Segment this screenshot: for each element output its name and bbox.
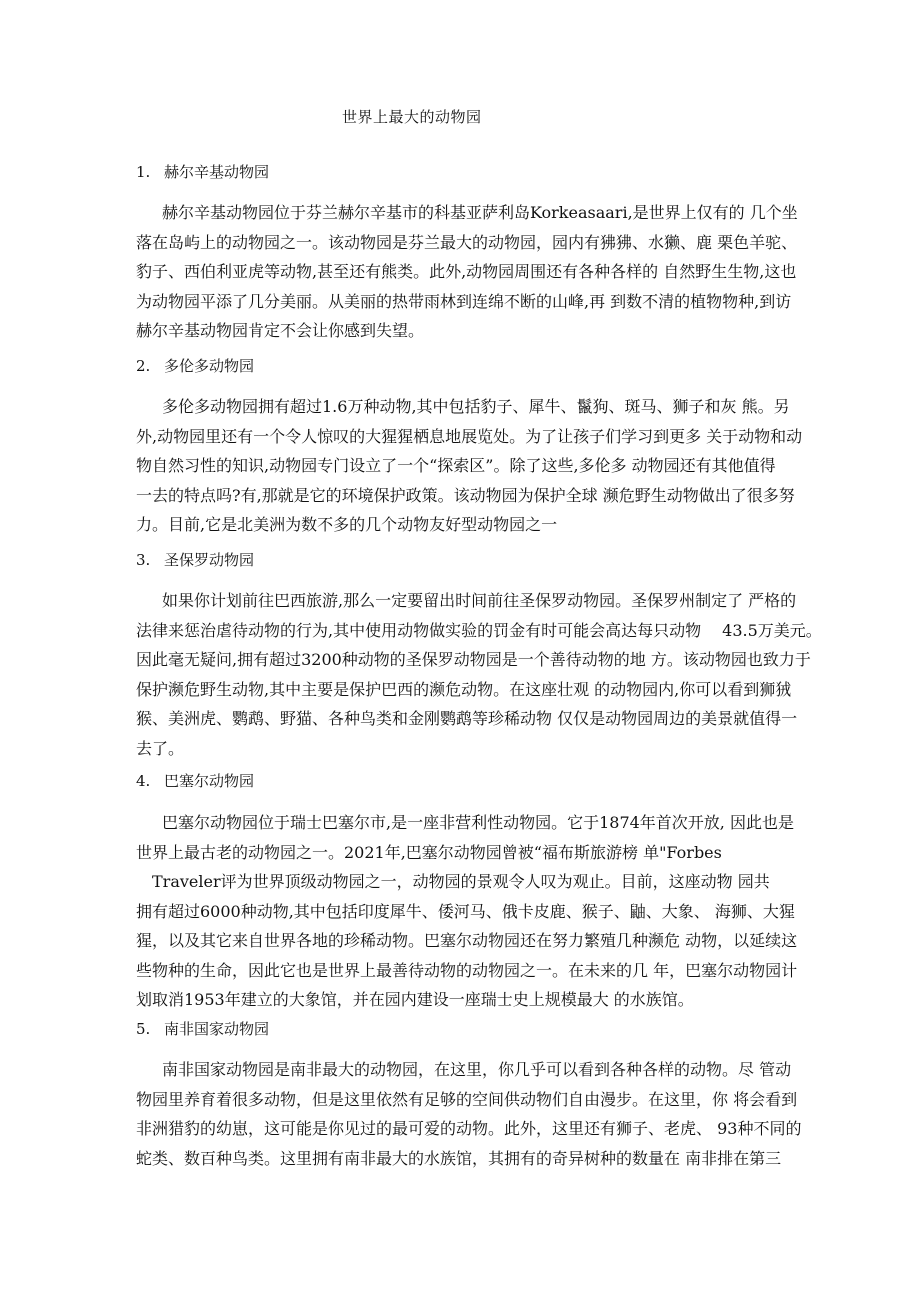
body-line: 些物种的生命，因此它也是世界上最善待动物的动物园之一。在未来的几 年，巴塞尔动物园计 <box>136 960 798 980</box>
section-title: 南非国家动物园 <box>164 1020 270 1038</box>
body-line: 物自然习性的知识,动物园专门设立了一个“探索区”。除了这些,多伦多 动物园还有其他值得 <box>136 456 776 475</box>
section-number: 3. <box>136 551 151 569</box>
section-body-south-africa <box>136 1055 831 1173</box>
section-number: 1. <box>136 163 151 181</box>
body-line: 蛇类、数百种鸟类。这里拥有南非最大的水族馆，其拥有的奇异树种的数量在 南非排在第三 <box>136 1148 782 1168</box>
section-heading-basel <box>136 770 254 791</box>
body-line: 多伦多动物园拥有超过1.6万种动物,其中包括豹子、犀牛、鬣狗、斑马、狮子和灰 熊。另 <box>162 397 790 416</box>
section-body-basel <box>136 808 831 1015</box>
section-body-sao-paulo <box>136 586 831 763</box>
section-body-toronto <box>136 392 831 540</box>
body-line: 去了。 <box>136 738 185 758</box>
body-line: 法律来惩治虐待动物的行为,其中使用动物做实验的罚金有时可能会高达每只动物 43.5万美元。 <box>136 620 822 640</box>
body-line: 赫尔辛基动物园肯定不会让你感到失望。 <box>136 321 425 340</box>
body-line: 划取消1953年建立的大象馆，并在园内建设一座瑞士史上规模最大 的水族馆。 <box>136 990 694 1009</box>
section-title: 巴塞尔动物园 <box>164 772 255 790</box>
body-line: Traveler评为世界顶级动物园之一，动物园的景观令人叹为观止。目前，这座动物 园共 <box>136 872 770 891</box>
body-line: 豹子、西伯利亚虎等动物,甚至还有熊类。此外,动物园周围还有各种各样的 自然野生生物,这也 <box>136 262 797 281</box>
body-line: 力。目前,它是北美洲为数不多的几个动物友好型动物园之一 <box>136 515 558 534</box>
section-title: 多伦多动物园 <box>164 357 255 375</box>
body-line: 如果你计划前往巴西旅游,那么一定要留出时间前往圣保罗动物园。圣保罗州制定了 严格的 <box>162 591 797 610</box>
section-body-helsinki <box>136 198 831 346</box>
body-line: 因此毫无疑问,拥有超过3200种动物的圣保罗动物园是一个善待动物的地 方。该动物园也致力于 <box>136 650 811 669</box>
body-line: 一去的特点吗?有,那就是它的环境保护政策。该动物园为保护全球 濒危野生动物做出了很多努 <box>136 485 795 505</box>
body-line: 落在岛屿上的动物园之一。该动物园是芬兰最大的动物园，园内有狒狒、水獭、鹿 栗色羊驼、 <box>136 232 798 252</box>
body-line: 赫尔辛基动物园位于芬兰赫尔辛基市的科基亚萨利岛Korkeasaari,是世界上仅有的 几个坐 <box>162 203 798 222</box>
section-heading-sao-paulo <box>136 549 254 570</box>
body-line: 保护濒危野生动物,其中主要是保护巴西的濒危动物。在这座壮观 的动物园内,你可以看到狮狨 <box>136 679 792 699</box>
body-line: 非洲猎豹的幼崽，这可能是你见过的最可爱的动物。此外，这里还有狮子、老虎、 93种不同的 <box>136 1119 802 1138</box>
section-heading-helsinki <box>136 161 269 182</box>
body-line: 猩，以及其它来自世界各地的珍稀动物。巴塞尔动物园还在努力繁殖几种濒危 动物，以延续这 <box>136 931 798 950</box>
body-line: 拥有超过6000种动物,其中包括印度犀牛、倭河马、俄卡皮鹿、猴子、鼬、大象、 海狮、大猩 <box>136 901 795 921</box>
section-number: 5. <box>136 1020 151 1038</box>
body-line: 为动物园平添了几分美丽。从美丽的热带雨林到连绵不断的山峰,再 到数不清的植物物种,到访 <box>136 291 792 311</box>
section-title: 圣保罗动物园 <box>164 551 255 569</box>
section-number: 4. <box>136 772 151 790</box>
body-line: 巴塞尔动物园位于瑞士巴塞尔市,是一座非营利性动物园。它于1874年首次开放, 因此也是 <box>162 813 794 832</box>
body-line: 外,动物园里还有一个令人惊叹的大猩猩栖息地展览处。为了让孩子们学习到更多 关于动物和动 <box>136 426 803 446</box>
body-line: 猴、美洲虎、鹦鹉、野猫、各种鸟类和金刚鹦鹉等珍稀动物 仅仅是动物园周边的美景就值得一 <box>136 709 798 728</box>
section-heading-toronto <box>136 355 254 376</box>
page-title: 世界上最大的动物园 <box>342 108 482 126</box>
section-number: 2. <box>136 357 151 375</box>
body-line: 世界上最古老的动物园之一。2021年,巴塞尔动物园曾被“福布斯旅游榜 单"Forbes <box>136 842 722 862</box>
section-heading-south-africa <box>136 1018 269 1039</box>
body-line: 南非国家动物园是南非最大的动物园，在这里，你几乎可以看到各种各样的动物。尽 管动 <box>162 1060 792 1079</box>
body-line: 物园里养育着很多动物，但是这里依然有足够的空间供动物们自由漫步。在这里，你 将会看到 <box>136 1089 798 1109</box>
section-title: 赫尔辛基动物园 <box>164 163 270 181</box>
